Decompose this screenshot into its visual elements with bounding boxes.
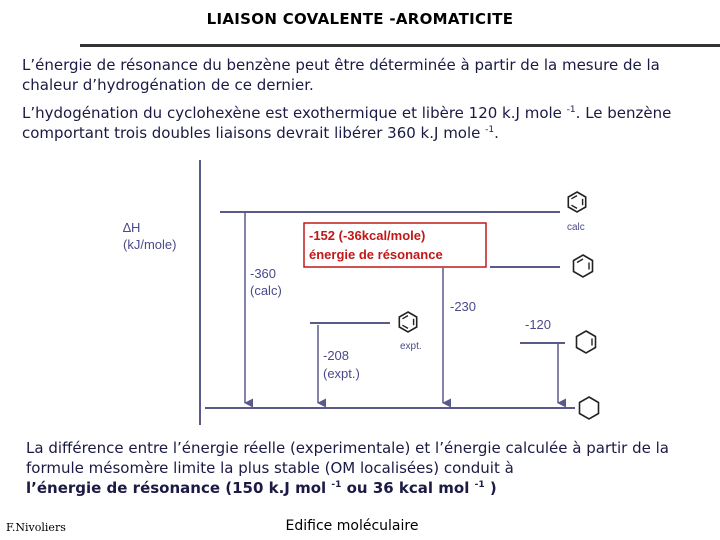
- exponent: -1: [474, 480, 485, 490]
- exponent: -1: [566, 105, 576, 115]
- benzene-expt-icon: [399, 312, 416, 332]
- page-title: LIAISON COVALENTE -AROMATICITE: [206, 10, 514, 28]
- exponent: -1: [485, 125, 495, 135]
- cyclohexane-icon: [580, 397, 599, 419]
- paragraph-conclusion-line1: La différence entre l’énergie réelle (experimentale) et l’énergie calculée à partir de la formule mésomère limite la plus stable (OM localisées) conduit à: [26, 439, 669, 477]
- cyclohexene-icon: [577, 331, 596, 353]
- paragraph-intro: L’énergie de résonance du benzène peut être déterminée à partir de la mesure de la chaleur d’hydrogénation de ce dernier.: [22, 56, 660, 94]
- resonance-energy-value: -152 (-36kcal/mole): [309, 228, 426, 243]
- tag-calc: calc: [567, 222, 585, 233]
- exponent: -1: [331, 480, 342, 490]
- value-expt: -208: [323, 348, 350, 363]
- bold-part1: l’énergie de résonance (150 k.J mol: [26, 479, 332, 497]
- paragraph-hydrogenation-part2: . Le benzène comportant trois doubles liaisons devrait libérer 360 k.J mole: [22, 104, 672, 142]
- value-cyclohexadiene: -230: [450, 299, 477, 314]
- value-calc: -360: [250, 266, 277, 281]
- footer-author: F.Nivoliers: [6, 521, 66, 534]
- tag-expt: expt.: [400, 341, 422, 352]
- footer-title: Edifice moléculaire: [285, 518, 419, 534]
- value-cyclohexene: -120: [525, 317, 552, 332]
- benzene-calc-icon: [568, 192, 585, 212]
- axis-label-delta-h: ∆H: [123, 220, 141, 235]
- value-calc-tag: (calc): [250, 283, 282, 298]
- paragraph-conclusion-bold: [26, 478, 706, 498]
- cyclohexadiene-icon: [574, 255, 593, 277]
- paragraph-hydrogenation-part3: .: [494, 124, 499, 142]
- axis-label-units: (kJ/mole): [123, 237, 177, 252]
- bold-part2: ou 36 kcal mol: [341, 479, 475, 497]
- resonance-energy-label: énergie de résonance: [309, 247, 443, 262]
- paragraph-conclusion: [26, 438, 706, 498]
- bold-part3: ): [484, 479, 497, 497]
- paragraph-hydrogenation-part1: L’hydogénation du cyclohexène est exothermique et libère 120 k.J mole: [22, 104, 567, 122]
- value-expt-tag: (expt.): [323, 366, 360, 381]
